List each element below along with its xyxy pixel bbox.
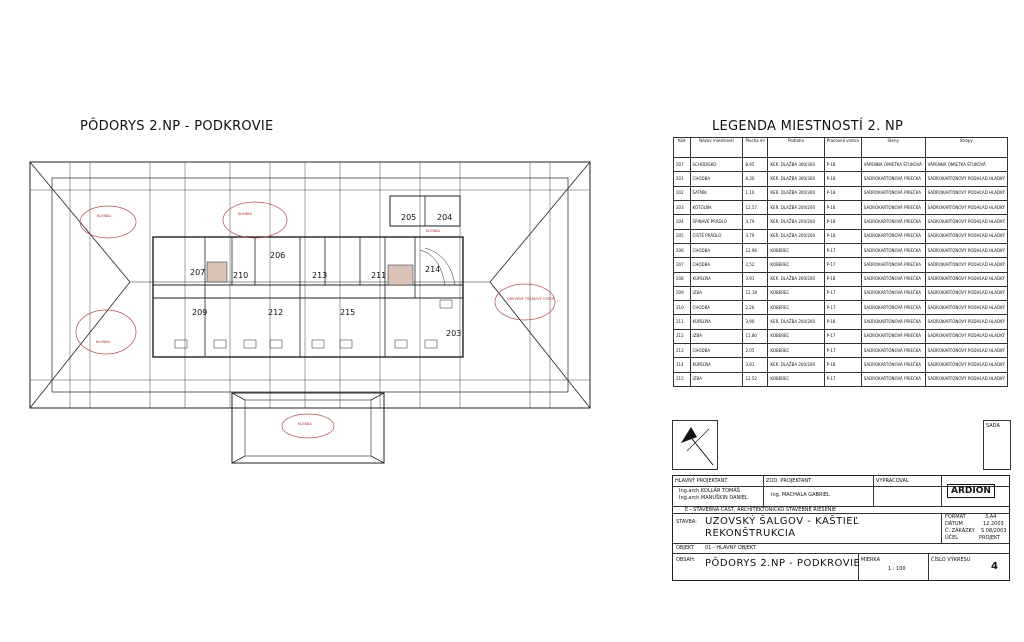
- legend-cell-ceiling: SADROKARTÓNOVÝ PODHĽAD HLADKÝ: [925, 243, 1007, 257]
- room-number: 204: [437, 213, 453, 222]
- legend-cell-layer: P-18: [824, 215, 861, 229]
- legend-row: [674, 200, 1008, 214]
- resp-designer-label: ZOD. PROJEKTANT: [766, 478, 812, 484]
- legend-cell-floor: KER. DLAŽBA 200/200: [768, 272, 824, 286]
- legend-cell-area: 1,10: [743, 186, 768, 200]
- col-header: Názov miestnosti: [690, 138, 743, 158]
- ceiling-label: DREVENÝ TRÁMOVÝ STROP: [507, 297, 555, 301]
- vault-label: KLENBA: [238, 212, 252, 216]
- legend-row: [674, 372, 1008, 386]
- scale-label: MIERKA: [861, 557, 881, 563]
- date-label: DÁTUM: [945, 521, 963, 527]
- legend-cell-layer: P-18: [824, 358, 861, 372]
- legend-cell-name: CHODBA: [690, 172, 743, 186]
- legend-cell-code: 213: [674, 344, 691, 358]
- legend-cell-name: ČISTÉ PRÁDLO: [690, 229, 743, 243]
- legend-cell-ceiling: SADROKARTÓNOVÝ PODHĽAD HLADKÝ: [925, 258, 1007, 272]
- legend-cell-layer: P-17: [824, 329, 861, 343]
- legend-cell-ceiling: SADROKARTÓNOVÝ PODHĽAD HLADKÝ: [925, 329, 1007, 343]
- scale-value: 1 : 100: [888, 566, 906, 572]
- room-number: 205: [401, 213, 417, 222]
- legend-cell-walls: SADROKARTÓNOVÁ PRIEČKA: [861, 172, 925, 186]
- legend-cell-name: ŠPINAVÉ PRÁDLO: [690, 215, 743, 229]
- drawing-no-value: 4: [991, 561, 998, 572]
- legend-cell-floor: KOBEREC: [768, 243, 824, 257]
- legend-cell-code: 208: [674, 272, 691, 286]
- legend-cell-area: 4,79: [743, 215, 768, 229]
- legend-cell-walls: SADROKARTÓNOVÁ PRIEČKA: [861, 286, 925, 300]
- legend-row: [674, 243, 1008, 257]
- vault-label: KLENBA: [97, 214, 111, 218]
- legend-cell-code: 207: [674, 258, 691, 272]
- room-number: 203: [446, 329, 462, 338]
- legend-cell-floor: KER. DLAŽBA 200/200: [768, 200, 824, 214]
- legend-cell-area: 12,18: [743, 286, 768, 300]
- legend-cell-floor: KOBEREC: [768, 344, 824, 358]
- object-label: OBJEKT: [676, 545, 694, 551]
- col-header: Stropy: [925, 138, 1007, 158]
- legend-cell-ceiling: SADROKARTÓNOVÝ PODHĽAD HLADKÝ: [925, 315, 1007, 329]
- legend-row: [674, 158, 1008, 172]
- legend-cell-walls: SADROKARTÓNOVÁ PRIEČKA: [861, 315, 925, 329]
- prepared-label: VYPRACOVAL: [876, 478, 909, 484]
- room-number: 213: [312, 271, 328, 280]
- legend-cell-name: KÚPEĽŇA: [690, 272, 743, 286]
- legend-cell-code: 202: [674, 186, 691, 200]
- legend-cell-code: 206: [674, 243, 691, 257]
- room-number: 214: [425, 265, 441, 274]
- legend-cell-ceiling: SADROKARTÓNOVÝ PODHĽAD HLADKÝ: [925, 229, 1007, 243]
- legend-cell-code: 201: [674, 172, 691, 186]
- legend-row: [674, 215, 1008, 229]
- legend-cell-area: 2,26: [743, 301, 768, 315]
- legend-cell-area: 2,52: [743, 258, 768, 272]
- order-label: Č. ZÁKÁZKY: [945, 528, 975, 534]
- drawing-no-label: ČÍSLO VÝKRESU: [931, 557, 971, 563]
- legend-cell-area: 3,91: [743, 272, 768, 286]
- title-block: [672, 475, 1010, 581]
- legend-cell-code: 214: [674, 358, 691, 372]
- floor-plan-drawing: [0, 0, 660, 480]
- stavba-name-1: UZOVSKÝ ŠALGOV - KAŠTIEĽ: [705, 516, 860, 527]
- legend-cell-code: 215: [674, 372, 691, 386]
- section-line: E - STAVEBNÁ ČASŤ, ARCHITEKTONICKO STAVEBNÉ RIEŠENIE: [685, 507, 837, 513]
- legend-cell-area: 3,81: [743, 358, 768, 372]
- legend-cell-name: CHODBA: [690, 301, 743, 315]
- date-value: 12.2003: [983, 521, 1004, 527]
- legend-cell-layer: P-17: [824, 243, 861, 257]
- obsah-label: OBSAH:: [676, 557, 696, 563]
- legend-row: [674, 229, 1008, 243]
- legend-cell-name: SCHODISKO: [690, 158, 743, 172]
- vault-label: KLENBA: [96, 340, 110, 344]
- legend-cell-area: 12,52: [743, 372, 768, 386]
- legend-cell-ceiling: SADROKARTÓNOVÝ PODHĽAD HLADKÝ: [925, 358, 1007, 372]
- legend-row: [674, 172, 1008, 186]
- legend-cell-walls: SADROKARTÓNOVÁ PRIEČKA: [861, 200, 925, 214]
- legend-cell-floor: KOBEREC: [768, 301, 824, 315]
- set-label: SADA: [986, 423, 1000, 429]
- north-arrow-box: [672, 420, 718, 470]
- col-header: Plocha m²: [743, 138, 768, 158]
- legend-cell-layer: P-17: [824, 344, 861, 358]
- legend-cell-code: 205: [674, 229, 691, 243]
- legend-cell-floor: KOBEREC: [768, 286, 824, 300]
- north-arrow-icon: [673, 421, 717, 469]
- resp-designer: Ing. MACHALA GABRIEL: [771, 492, 830, 498]
- order-value: S 08/2003: [981, 528, 1007, 534]
- legend-cell-code: 211: [674, 315, 691, 329]
- legend-cell-walls: SADROKARTÓNOVÁ PRIEČKA: [861, 344, 925, 358]
- room-number: 206: [270, 251, 286, 260]
- legend-cell-floor: KER. DLAŽBA 200/200: [768, 358, 824, 372]
- legend-row: [674, 315, 1008, 329]
- legend-cell-layer: P-18: [824, 200, 861, 214]
- legend-row: [674, 258, 1008, 272]
- legend-cell-layer: P-18: [824, 158, 861, 172]
- legend-cell-area: 3,90: [743, 315, 768, 329]
- legend-cell-walls: SADROKARTÓNOVÁ PRIEČKA: [861, 215, 925, 229]
- legend-cell-name: IZBA: [690, 329, 743, 343]
- legend-row: [674, 344, 1008, 358]
- legend-cell-code: 203: [674, 200, 691, 214]
- room-number: 212: [268, 308, 284, 317]
- legend-cell-area: 8,30: [743, 172, 768, 186]
- legend-cell-ceiling: SADROKARTÓNOVÝ PODHĽAD HLADKÝ: [925, 372, 1007, 386]
- legend-cell-walls: SADROKARTÓNOVÁ PRIEČKA: [861, 372, 925, 386]
- legend-cell-floor: KER. DLAŽBA 300/300: [768, 186, 824, 200]
- legend-cell-layer: P-18: [824, 315, 861, 329]
- legend-cell-floor: KER. DLAŽBA 200/200: [768, 229, 824, 243]
- plan-title: PÔDORYS 2.NP - PODKROVIE: [80, 119, 274, 134]
- legend-cell-floor: KER. DLAŽBA 300/300: [768, 158, 824, 172]
- room-number: 210: [233, 271, 249, 280]
- legend-cell-layer: P-18: [824, 186, 861, 200]
- legend-cell-area: 2,05: [743, 344, 768, 358]
- legend-cell-area: 8,95: [743, 158, 768, 172]
- purpose-label: ÚČEL: [945, 535, 959, 541]
- legend-cell-walls: SADROKARTÓNOVÁ PRIEČKA: [861, 358, 925, 372]
- legend-cell-ceiling: SADROKARTÓNOVÝ PODHĽAD HLADKÝ: [925, 186, 1007, 200]
- obsah-value: PÔDORYS 2.NP - PODKROVIE: [705, 558, 861, 569]
- legend-cell-layer: P-18: [824, 229, 861, 243]
- legend-cell-name: ŠATNÍK: [690, 186, 743, 200]
- legend-cell-layer: P-17: [824, 258, 861, 272]
- object-value: 01 - HLAVNÝ OBJEKT: [705, 545, 756, 551]
- set-stamp-box: [983, 420, 1011, 470]
- legend-cell-code: 212: [674, 329, 691, 343]
- legend-cell-area: 11,80: [743, 329, 768, 343]
- legend-cell-floor: KER. DLAŽBA 300/300: [768, 172, 824, 186]
- format-value: 3,A4: [985, 514, 997, 520]
- legend-cell-name: IZBA: [690, 286, 743, 300]
- legend-cell-walls: SADROKARTÓNOVÁ PRIEČKA: [861, 229, 925, 243]
- legend-cell-ceiling: VÁPENNÁ OMIETKA ŠTUKOVÁ: [925, 158, 1007, 172]
- stavba-label: STAVBA:: [676, 519, 697, 525]
- stavba-name-2: REKONŠTRUKCIA: [705, 528, 796, 539]
- legend-cell-layer: P-18: [824, 172, 861, 186]
- legend-cell-floor: KOBEREC: [768, 372, 824, 386]
- legend-cell-ceiling: SADROKARTÓNOVÝ PODHĽAD HLADKÝ: [925, 286, 1007, 300]
- room-number: 211: [371, 271, 387, 280]
- legend-cell-layer: P-17: [824, 301, 861, 315]
- legend-cell-floor: KER. DLAŽBA 200/200: [768, 315, 824, 329]
- legend-cell-walls: SADROKARTÓNOVÁ PRIEČKA: [861, 258, 925, 272]
- vault-label: KLENBA: [426, 229, 440, 233]
- col-header: Podlaha: [768, 138, 824, 158]
- legend-cell-code: 209: [674, 286, 691, 300]
- legend-row: [674, 358, 1008, 372]
- legend-cell-floor: KER. DLAŽBA 200/200: [768, 215, 824, 229]
- room-number: 209: [192, 308, 208, 317]
- legend-cell-area: 12,57: [743, 200, 768, 214]
- legend-cell-code: 207: [674, 158, 691, 172]
- legend-cell-layer: P-18: [824, 272, 861, 286]
- legend-cell-name: CHODBA: [690, 258, 743, 272]
- legend-title: LEGENDA MIESTNOSTÍ 2. NP: [712, 119, 904, 134]
- legend-cell-name: CHODBA: [690, 243, 743, 257]
- legend-cell-area: 4,79: [743, 229, 768, 243]
- legend-row: [674, 329, 1008, 343]
- legend-row: [674, 186, 1008, 200]
- legend-cell-area: 12,96: [743, 243, 768, 257]
- legend-cell-ceiling: SADROKARTÓNOVÝ PODHĽAD HLADKÝ: [925, 344, 1007, 358]
- legend-cell-name: KÚPEĽŇA: [690, 358, 743, 372]
- company-logo: ARDION: [947, 484, 995, 498]
- col-header: Pracovná vrstva: [824, 138, 861, 158]
- legend-cell-layer: P-17: [824, 286, 861, 300]
- legend-cell-name: CHODBA: [690, 344, 743, 358]
- legend-cell-name: KÚPEĽŇA: [690, 315, 743, 329]
- legend-cell-walls: SADROKARTÓNOVÁ PRIEČKA: [861, 272, 925, 286]
- legend-cell-code: 204: [674, 215, 691, 229]
- purpose-value: PROJEKT: [979, 535, 1001, 541]
- legend-cell-floor: KOBEREC: [768, 329, 824, 343]
- vault-label: KLENBA: [298, 422, 312, 426]
- legend-cell-ceiling: SADROKARTÓNOVÝ PODHĽAD HLADKÝ: [925, 200, 1007, 214]
- legend-cell-name: IZBA: [690, 372, 743, 386]
- legend-cell-name: KOTOLŇA: [690, 200, 743, 214]
- room-number: 215: [340, 308, 356, 317]
- format-label: FORMÁT: [945, 514, 966, 520]
- legend-cell-ceiling: SADROKARTÓNOVÝ PODHĽAD HLADKÝ: [925, 301, 1007, 315]
- room-number: 207: [190, 268, 206, 277]
- legend-cell-ceiling: SADROKARTÓNOVÝ PODHĽAD HLADKÝ: [925, 172, 1007, 186]
- chief-designer-label: HLAVNÝ PROJEKTANT: [675, 478, 728, 484]
- legend-cell-floor: KOBEREC: [768, 258, 824, 272]
- legend-cell-walls: SADROKARTÓNOVÁ PRIEČKA: [861, 186, 925, 200]
- legend-cell-code: 210: [674, 301, 691, 315]
- legend-row: [674, 301, 1008, 315]
- legend-row: [674, 286, 1008, 300]
- col-header: Kód: [674, 138, 691, 158]
- room-legend-table: [673, 137, 1008, 387]
- legend-cell-ceiling: SADROKARTÓNOVÝ PODHĽAD HLADKÝ: [925, 215, 1007, 229]
- chief-designer-1: Ing.arch.KOLLÁR TOMÁŠ: [679, 488, 740, 494]
- legend-cell-ceiling: SADROKARTÓNOVÝ PODHĽAD HLADKÝ: [925, 272, 1007, 286]
- col-header: Steny: [861, 138, 925, 158]
- legend-cell-walls: SADROKARTÓNOVÁ PRIEČKA: [861, 243, 925, 257]
- legend-cell-layer: P-17: [824, 372, 861, 386]
- legend-cell-walls: VÁPENNÁ OMIETKA ŠTUKOVÁ: [861, 158, 925, 172]
- legend-row: [674, 272, 1008, 286]
- legend-cell-walls: SADROKARTÓNOVÁ PRIEČKA: [861, 329, 925, 343]
- legend-cell-walls: SADROKARTÓNOVÁ PRIEČKA: [861, 301, 925, 315]
- chief-designer-2: Ing.arch.MANUŠKIN DANIEL: [679, 495, 748, 501]
